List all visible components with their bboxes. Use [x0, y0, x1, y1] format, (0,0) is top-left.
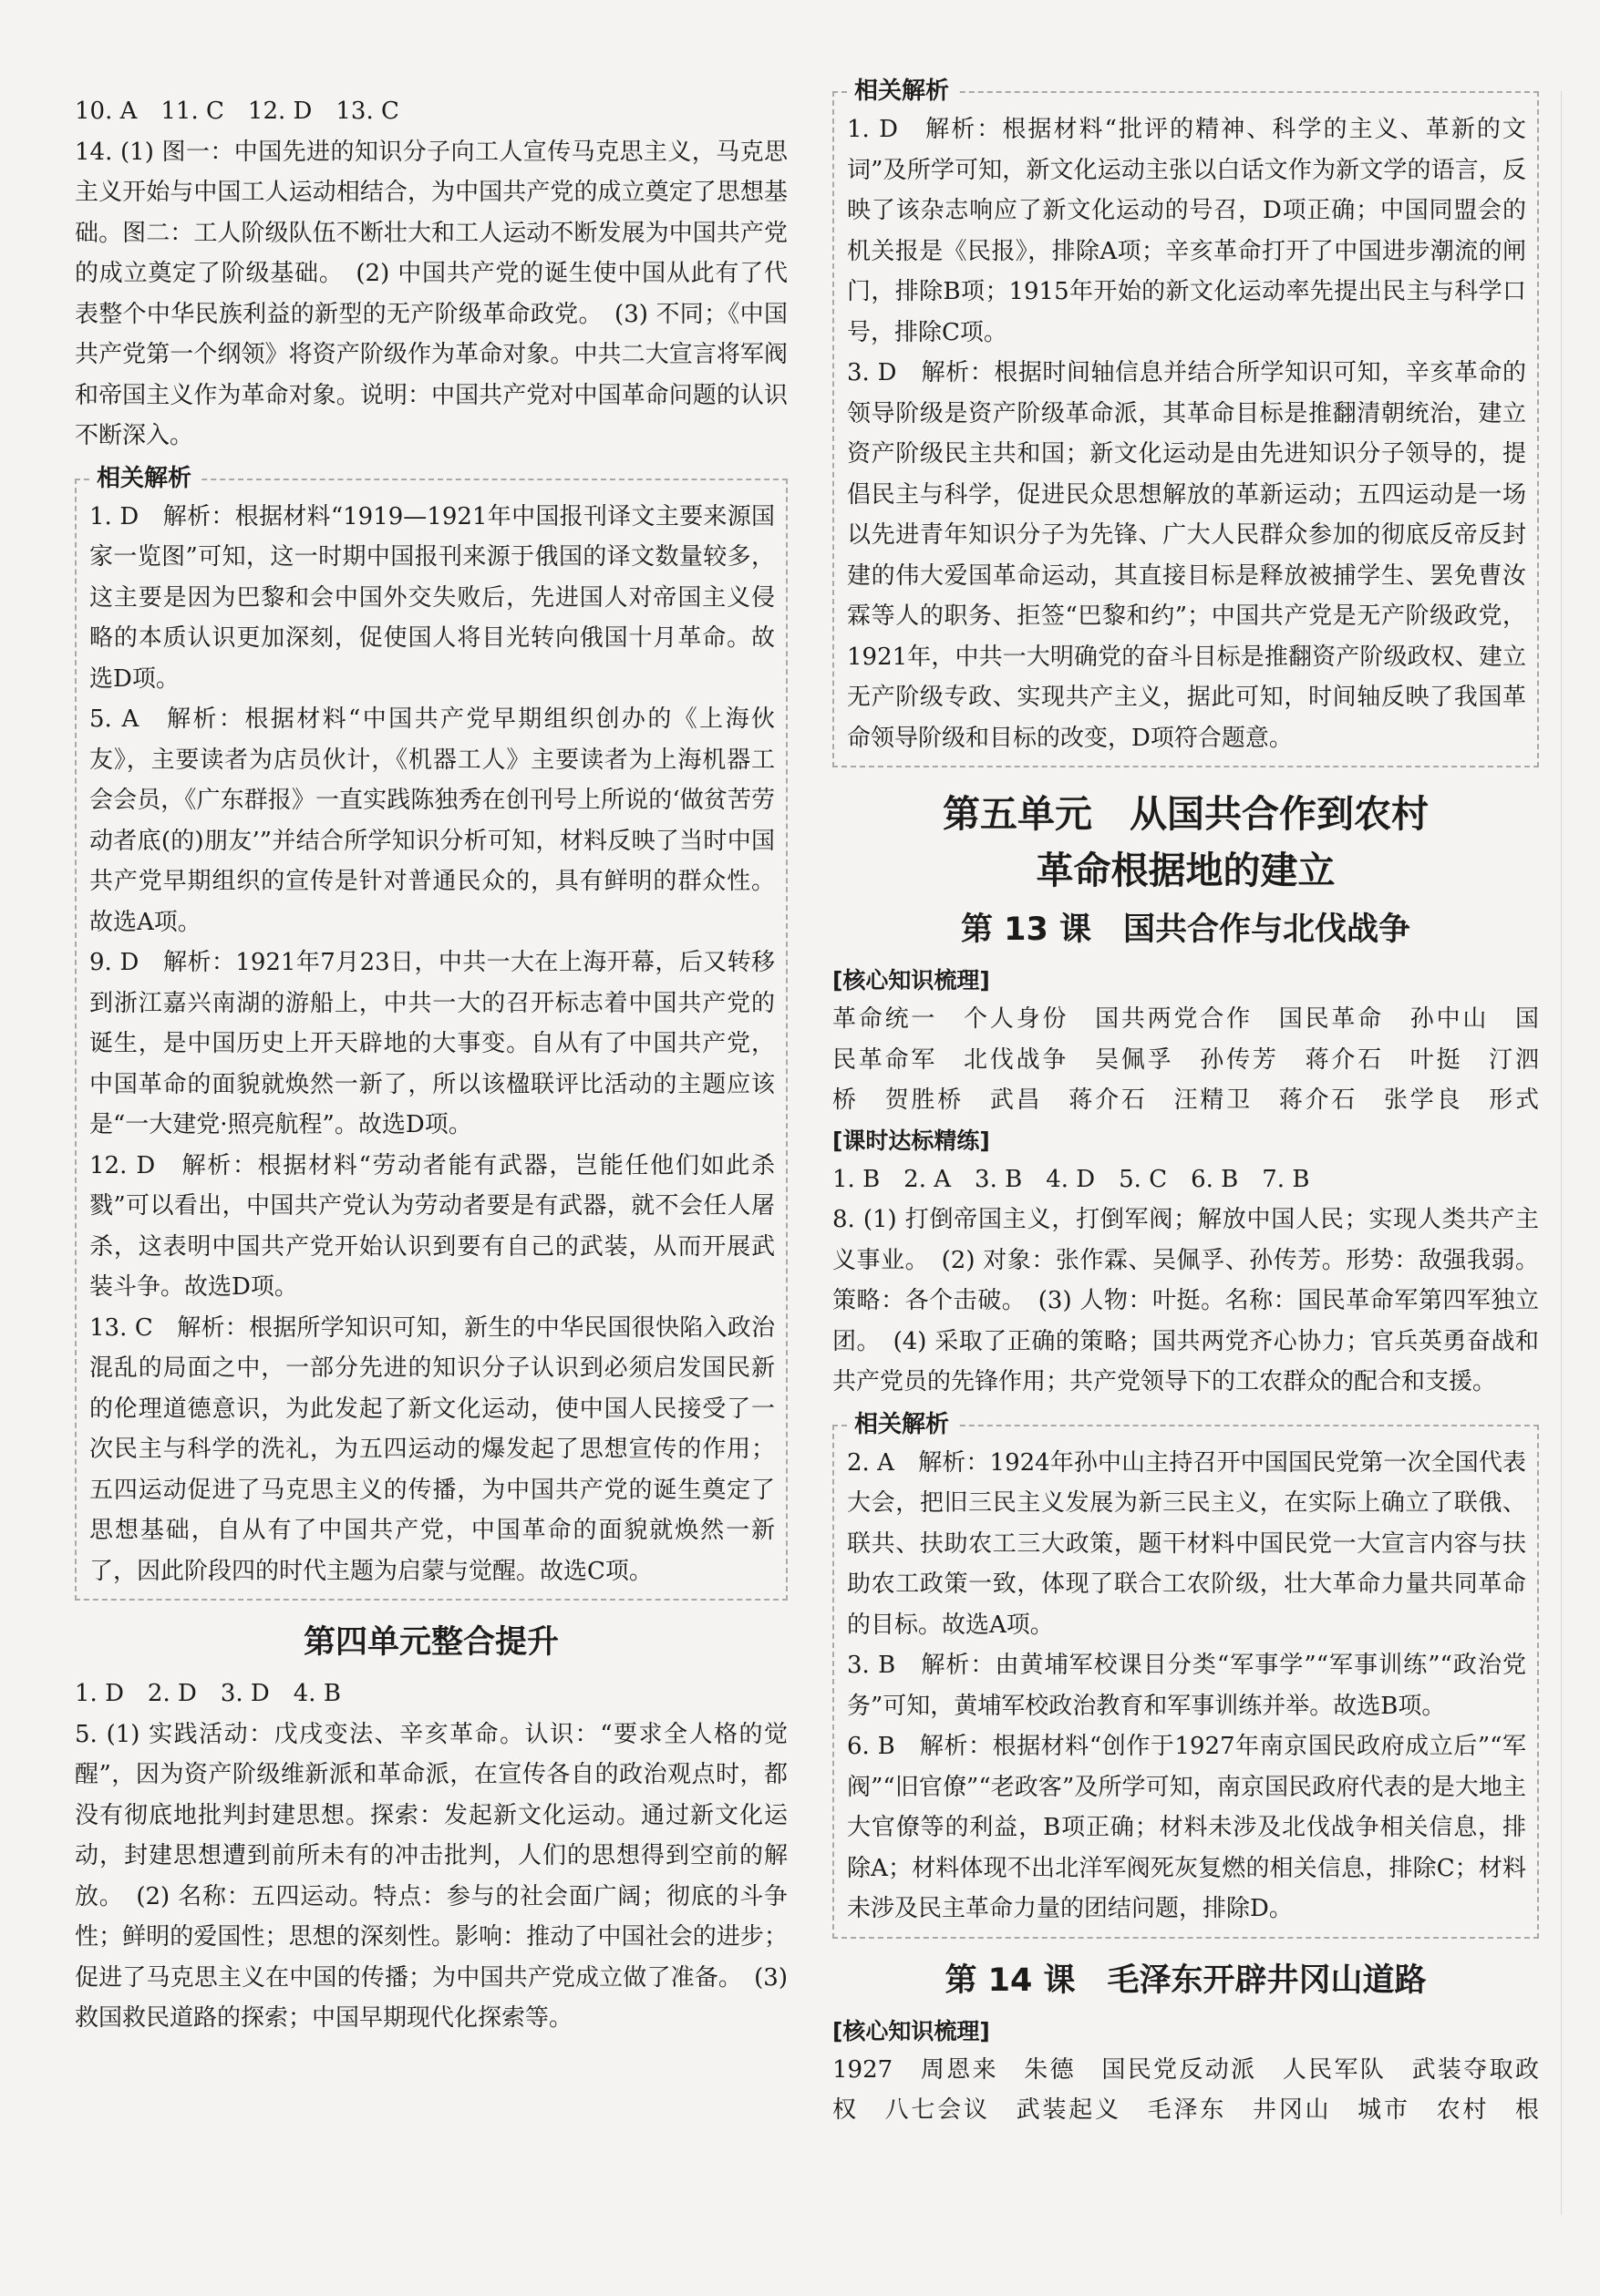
box-title: 相关解析 — [847, 1408, 956, 1441]
answer-line: 1. D 2. D 3. D 4. B — [75, 1680, 341, 1707]
analysis-box — [832, 77, 1539, 767]
keyword-line: 革命统一 个人身份 国共两党合作 国民革命 孙中山 国 — [832, 1005, 1539, 1033]
question-5-answer: 5. (1) 实践活动：戊戌变法、辛亥革命。认识：“要求全人格的觉醒”，因为资产阶级维新派和革命派，在宣传各自的政治观点时，都没有彻底地批判封建思想。探索：发起新文化运动。通过新文化运动，封建思想遭到前所未有的冲击批判，人们的思想得到空前的解放。 (2) 名称：五四运动。特点：参与的社会面广阔；彻底的斗争性；鲜明的爱国性；思想的深刻性。影响：推动了中国社会的进步；促进了马克思主义在中国的传播；为中国共产党成立做了准备。 (3) 救国救民道路的探索；中国早期现代化探索等。 — [75, 1720, 788, 2032]
section-core-knowledge: [核心知识梳理] — [832, 2017, 990, 2044]
analysis-item: 1. D 解析：根据材料“1919—1921年中国报刊译文主要来源国家一览图”可知，这一时期中国报刊来源于俄国的译文数量较多，这主要是因为巴黎和会中国外交失败后，先进国人对帝国主义侵略的本质认识更加深刻，促使国人将目光转向俄国十月革命。故选D项。 — [89, 502, 775, 693]
unit5-title-line2: 革命根据地的建立 — [1036, 849, 1336, 892]
unit5-title — [832, 786, 1539, 899]
keyword-line: 桥 贺胜桥 武昌 蒋介石 汪精卫 蒋介石 张学良 形式 — [832, 1086, 1539, 1114]
right-column — [832, 77, 1539, 2131]
analysis-item: 3. B 解析：由黄埔军校课目分类“军事学”“军事训练”“政治党务”可知，黄埔军校政治教育和军事训练并举。故选B项。 — [847, 1652, 1526, 1720]
unit5-title-line1: 第五单元 从国共合作到农村 — [943, 792, 1429, 836]
analysis-box — [75, 464, 788, 1601]
box-title: 相关解析 — [847, 75, 956, 108]
answer-line: 1. B 2. A 3. B 4. D 5. C 6. B 7. B — [832, 1165, 1310, 1193]
page-edge-strip — [1561, 91, 1600, 2215]
section-core-knowledge: [核心知识梳理] — [832, 967, 990, 994]
analysis-item: 5. A 解析：根据材料“中国共产党早期组织创办的《上海伙友》，主要读者为店员伙计，《机器工人》主要读者为上海机器工会会员，《广东群报》一直实践陈独秀在创刊号上所说的‘做贫苦劳动者底(的)朋友’”并结合所学知识分析可知，材料反映了当时中国共产党早期组织的宣传是针对普通民众的，具有鲜明的群众性。故选A项。 — [89, 705, 775, 936]
question-8-answer: 8. (1) 打倒帝国主义，打倒军阀；解放中国人民；实现人类共产主义事业。 (2) 对象：张作霖、吴佩孚、孙传芳。形势：敌强我弱。策略：各个击破。 (3) 人物：叶挺。名称：国民革命军第四军独立团。 (4) 采取了正确的策略；国共两党齐心协力；官兵英勇奋战和共产党员的先锋作用；共产党领导下的工农群众的配合和支援。 — [832, 1206, 1539, 1395]
analysis-item: 3. D 解析：根据时间轴信息并结合所学知识可知，辛亥革命的领导阶级是资产阶级革命派，其革命目标是推翻清朝统治，建立资产阶级民主共和国；新文化运动是由先进知识分子领导的，提倡民主与科学，促进民众思想解放的革新运动；五四运动是一场以先进青年知识分子为先锋、广大人民群众参加的彻底反帝反封建的伟大爱国革命运动，其直接目标是释放被捕学生、罢免曹汝霖等人的职务、拒签“巴黎和约”；中国共产党是无产阶级政党，1921年，中共一大明确党的奋斗目标是推翻资产阶级政权、建立无产阶级专政、实现共产主义，据此可知，时间轴反映了我国革命领导阶级和目标的改变，D项符合题意。 — [847, 359, 1526, 752]
analysis-item: 9. D 解析：1921年7月23日，中共一大在上海开幕，后又转移到浙江嘉兴南湖的游船上，中共一大的召开标志着中国共产党的诞生，是中国历史上开天辟地的大事变。自从有了中国共产党，中国革命的面貌就焕然一新了，所以该楹联评比活动的主题应该是“一大建党·照亮航程”。故选D项。 — [89, 949, 775, 1138]
section-practice: [课时达标精练] — [832, 1127, 990, 1154]
analysis-item: 6. B 解析：根据材料“创作于1927年南京国民政府成立后”“军阀”“旧官僚”“老政客”及所学可知，南京国民政府代表的是大地主大官僚等的利益，B项正确；材料未涉及北伐战争相关信息，排除A；材料体现不出北洋军阀死灰复燃的相关信息，排除C；材料未涉及民主革命力量的团结问题，排除D。 — [847, 1733, 1526, 1922]
answer-line: 10. A 11. C 12. D 13. C — [75, 98, 399, 125]
unit4-review-title: 第四单元整合提升 — [303, 1624, 559, 1661]
left-column — [75, 91, 788, 2039]
keyword-line: 民革命军 北伐战争 吴佩孚 孙传芳 蒋介石 叶挺 汀泗 — [832, 1045, 1539, 1074]
question-14-answer: 14. (1) 图一：中国先进的知识分子向工人宣传马克思主义，马克思主义开始与中国工人运动相结合，为中国共产党的成立奠定了思想基础。图二：工人阶级队伍不断壮大和工人运动不断发展为中国共产党的成立奠定了阶级基础。 (2) 中国共产党的诞生使中国从此有了代表整个中华民族利益的新型的无产阶级革命政党。 (3) 不同；《中国共产党第一个纲领》将资产阶级作为革命对象。中共二大宣言将军阀和帝国主义作为革命对象。说明：中国共产党对中国革命问题的认识不断深入。 — [75, 138, 788, 449]
keyword-line: 1927 周恩来 朱德 国民党反动派 人民军队 武装夺取政 — [832, 2055, 1539, 2084]
analysis-item: 2. A 解析：1924年孙中山主持召开中国国民党第一次全国代表大会，把旧三民主义发展为新三民主义，在实际上确立了联俄、联共、扶助农工三大政策，题干材料中国民党一大宣言内容与扶助农工政策一致，体现了联合工农阶级，壮大革命力量共同革命的目标。故选A项。 — [847, 1448, 1526, 1639]
analysis-item: 12. D 解析：根据材料“劳动者能有武器，岂能任他们如此杀戮”可以看出，中国共产党认为劳动者要是有武器，就不会任人屠杀，这表明中国共产党开始认识到要有自己的武装，从而开展武装斗争。故选D项。 — [89, 1151, 775, 1301]
analysis-item: 13. C 解析：根据所学知识可知，新生的中华民国很快陷入政治混乱的局面之中，一部分先进的知识分子认识到必须启发国民新的伦理道德意识，为此发起了新文化运动，使中国人民接受了一次民主与科学的洗礼，为五四运动的爆发起了思想宣传的作用；五四运动促进了马克思主义的传播，为中国共产党的诞生奠定了思想基础，自从有了中国共产党，中国革命的面貌就焕然一新了，因此阶段四的时代主题为启蒙与觉醒。故选C项。 — [89, 1313, 775, 1585]
lesson13-title: 第 13 课 国共合作与北伐战争 — [960, 911, 1411, 948]
analysis-box — [832, 1410, 1539, 1939]
analysis-item: 1. D 解析：根据材料“批评的精神、科学的主义、革新的文词”及所学可知，新文化运动主张以白话文作为新文学的语言，反映了该杂志响应了新文化运动的号召，D项正确；中国同盟会的机关报是《民报》，排除A项；辛亥革命打开了中国进步潮流的闸门，排除B项；1915年开始的新文化运动率先提出民主与科学口号，排除C项。 — [847, 116, 1526, 346]
lesson14-title: 第 14 课 毛泽东开辟井冈山道路 — [945, 1961, 1427, 1999]
keyword-line: 权 八七会议 武装起义 毛泽东 井冈山 城市 农村 根 — [832, 2096, 1539, 2124]
box-title: 相关解析 — [89, 462, 199, 495]
